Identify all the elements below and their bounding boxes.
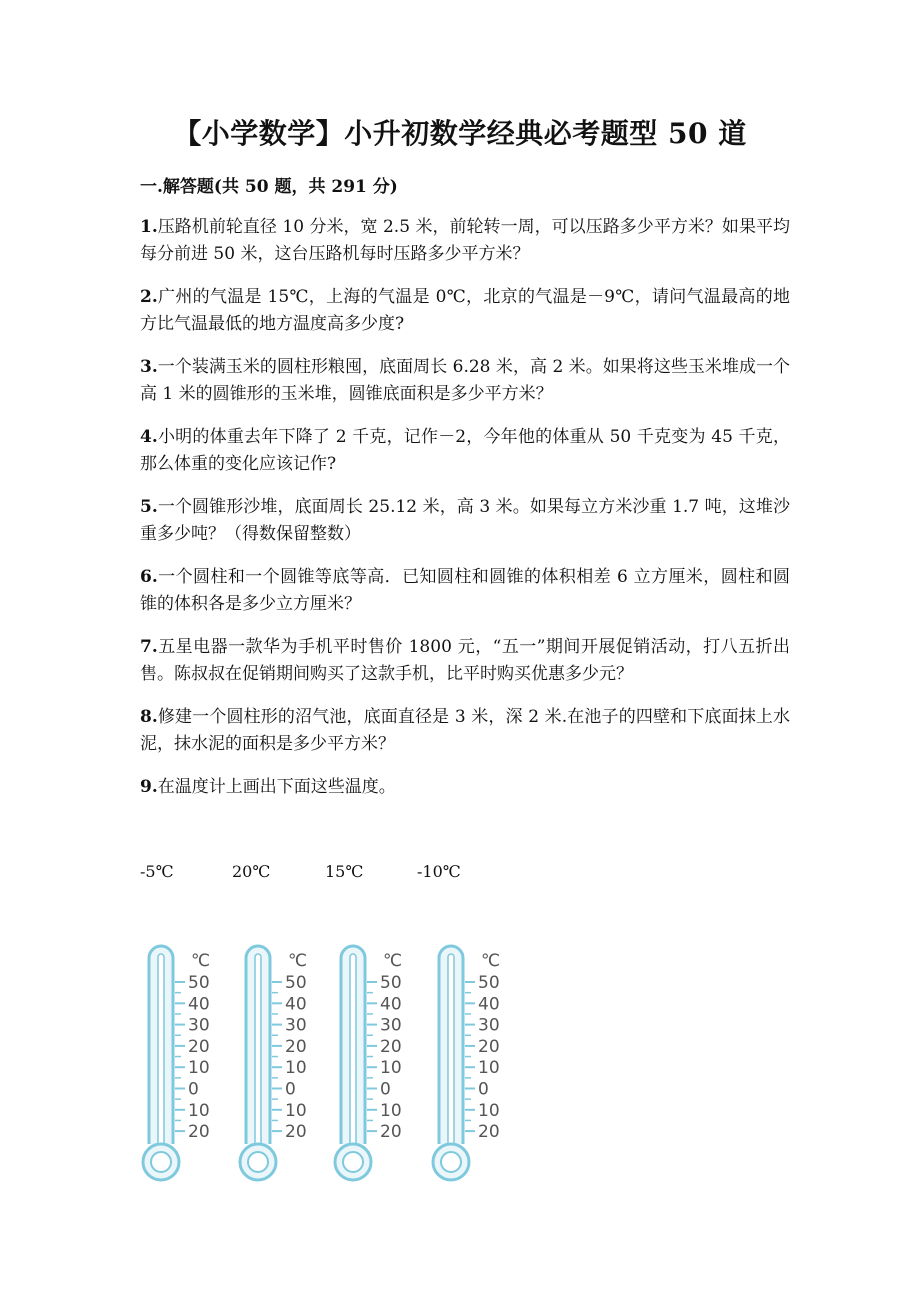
page-title: 【小学数学】小升初数学经典必考题型 50 道 <box>173 117 747 150</box>
thermometer <box>335 946 402 1180</box>
scale-label: 20 <box>285 1036 307 1057</box>
thermometer-unit: ℃ <box>481 951 501 971</box>
temperature-value: 15℃ <box>325 862 364 881</box>
thermometer-bulb-inner <box>343 1152 363 1172</box>
scale-label: 10 <box>285 1100 307 1121</box>
scale-label: 50 <box>285 973 307 993</box>
scale-label: 0 <box>285 1079 296 1100</box>
question-number: 6. <box>140 567 158 587</box>
scale-label: 0 <box>188 1079 199 1100</box>
question-text: 五星电器一款华为手机平时售价 1800 元，“五一”期间开展促销活动，打八五折出售。陈叔叔在促销期间购买了这款手机，比平时购买优惠多少元？ <box>140 637 790 684</box>
question-text: 一个圆锥形沙堆，底面周长 25.12 米，高 3 米。如果每立方米沙重 1.7 吨，这堆沙重多少吨？（得数保留整数） <box>140 497 790 544</box>
thermometer-capillary <box>255 954 261 1150</box>
thermometer <box>433 946 500 1180</box>
scale-label: 40 <box>380 994 402 1015</box>
scale-label: 30 <box>380 1015 402 1036</box>
thermometer <box>240 946 307 1180</box>
temperature-value: -10℃ <box>417 862 461 881</box>
question-number: 4. <box>140 427 158 447</box>
scale-label: 30 <box>478 1015 500 1036</box>
section-heading: 一.解答题(共 50 题，共 291 分) <box>140 177 398 197</box>
scale-label: 10 <box>478 1100 500 1121</box>
question-1 <box>140 214 790 268</box>
scale-label: 50 <box>188 973 210 993</box>
question-4 <box>140 424 790 478</box>
scale-label: 30 <box>188 1015 210 1036</box>
thermometer-unit: ℃ <box>191 951 211 971</box>
question-number: 2. <box>140 287 158 307</box>
question-text: 一个圆柱和一个圆锥等底等高．已知圆柱和圆锥的体积相差 6 立方厘米，圆柱和圆锥的体积各是多少立方厘米？ <box>140 567 790 614</box>
scale-label: 0 <box>478 1079 489 1100</box>
question-text: 广州的气温是 15℃，上海的气温是 0℃，北京的气温是－9℃，请问气温最高的地方比气温最低的地方温度高多少度? <box>140 287 790 334</box>
temperature-value: -5℃ <box>140 862 174 881</box>
scale-label: 50 <box>478 973 500 993</box>
question-2 <box>140 284 790 338</box>
question-6 <box>140 564 790 618</box>
scale-label: 0 <box>380 1079 391 1100</box>
scale-label: 40 <box>478 994 500 1015</box>
thermometer-bulb-inner <box>248 1152 268 1172</box>
question-number: 8. <box>140 707 158 727</box>
question-7 <box>140 634 790 688</box>
scale-label: 50 <box>380 973 402 993</box>
question-9 <box>140 774 790 801</box>
thermometer-figure <box>135 940 535 1185</box>
scale-label: 20 <box>478 1122 500 1143</box>
question-8 <box>140 704 790 758</box>
scale-label: 20 <box>380 1122 402 1143</box>
question-number: 1. <box>140 217 158 237</box>
temperature-value: 20℃ <box>232 862 271 881</box>
thermometer <box>143 946 210 1180</box>
question-number: 9. <box>140 777 158 797</box>
thermometer-unit: ℃ <box>383 951 403 971</box>
question-text: 修建一个圆柱形的沼气池，底面直径是 3 米，深 2 米.在池子的四壁和下底面抹上水泥，抹水泥的面积是多少平方米？ <box>140 707 790 754</box>
question-text: 在温度计上画出下面这些温度。 <box>157 777 396 797</box>
question-3 <box>140 354 790 408</box>
scale-label: 10 <box>285 1058 307 1079</box>
scale-label: 40 <box>188 994 210 1015</box>
thermometer-bulb-inner <box>441 1152 461 1172</box>
thermometer-bulb-inner <box>151 1152 171 1172</box>
question-number: 7. <box>140 637 158 657</box>
scale-label: 10 <box>380 1058 402 1079</box>
scale-label: 40 <box>285 994 307 1015</box>
thermometer-capillary <box>448 954 454 1150</box>
question-text: 压路机前轮直径 10 分米，宽 2.5 米，前轮转一周，可以压路多少平方米？如果平均每分前进 50 米，这台压路机每时压路多少平方米？ <box>140 217 790 264</box>
question-5 <box>140 494 790 548</box>
thermometer-unit: ℃ <box>288 951 308 971</box>
question-number: 5. <box>140 497 158 517</box>
thermometer-capillary <box>350 954 356 1150</box>
scale-label: 10 <box>380 1100 402 1121</box>
question-number: 3. <box>140 357 158 377</box>
scale-label: 20 <box>478 1036 500 1057</box>
scale-label: 10 <box>478 1058 500 1079</box>
scale-label: 20 <box>285 1122 307 1143</box>
question-text: 小明的体重去年下降了 2 千克，记作－2，今年他的体重从 50 千克变为 45 千克，那么体重的变化应该记作? <box>140 427 790 474</box>
scale-label: 20 <box>188 1036 210 1057</box>
scale-label: 20 <box>380 1036 402 1057</box>
scale-label: 20 <box>188 1122 210 1143</box>
scale-label: 10 <box>188 1058 210 1079</box>
thermometer-capillary <box>158 954 164 1150</box>
question-text: 一个装满玉米的圆柱形粮囤，底面周长 6.28 米，高 2 米。如果将这些玉米堆成一个高 1 米的圆锥形的玉米堆，圆锥底面积是多少平方米？ <box>140 357 790 404</box>
scale-label: 10 <box>188 1100 210 1121</box>
scale-label: 30 <box>285 1015 307 1036</box>
